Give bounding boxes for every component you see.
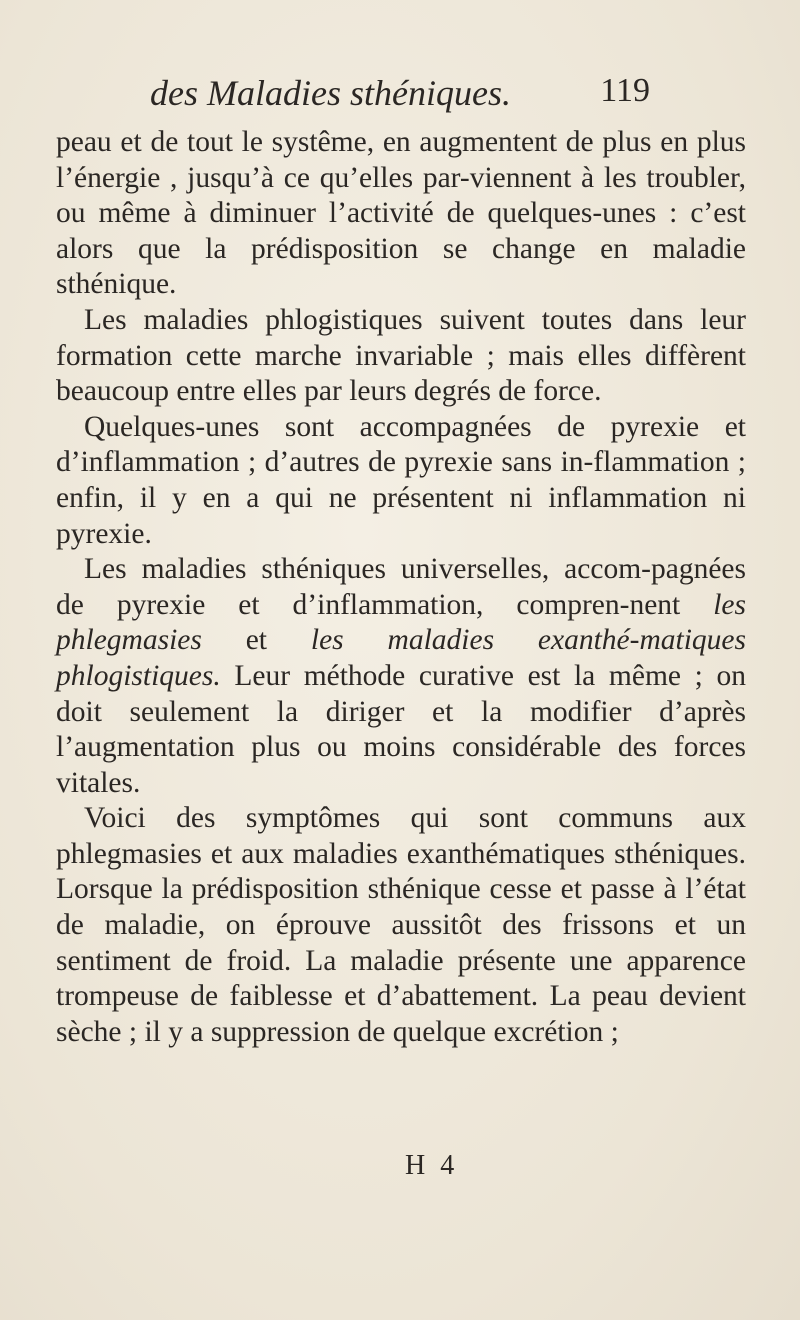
paragraph-4 bbox=[56, 552, 746, 801]
paragraph-1 bbox=[56, 125, 746, 303]
signature-mark: H 4 bbox=[405, 1150, 459, 1181]
paragraph-4-run-5: Leur méthode curative est la même ; on doit seulement la diriger et la modifier d’après l’augmentation plus ou moins considérable des forces vitales. bbox=[56, 659, 746, 799]
paragraph-3 bbox=[56, 410, 746, 552]
paragraph-1-run-1: peau et de tout le systême, en augmentent de plus en plus l’énergie , jusqu’à ce qu’elles par-viennent à les troubler, ou même à diminuer l’activité de quelques-unes : c’est alors que la prédisposition se change en maladie sthénique. bbox=[56, 126, 746, 301]
page-number: 119 bbox=[600, 72, 650, 109]
page-header bbox=[150, 72, 650, 122]
paragraph-3-run-1: Quelques-unes sont accompagnées de pyrexie et d’inflammation ; d’autres de pyrexie sans in-flammation ; enfin, il y en a qui ne présentent ni inflammation ni pyrexie. bbox=[56, 410, 746, 550]
paragraph-4-run-4-italic: les maladies exanthé-matiques phlogistiques. bbox=[56, 624, 746, 692]
paragraph-5-run-1: Voici des symptômes qui sont communs aux phlegmasies et aux maladies exanthématiques sthéniques. Lorsque la prédisposition sthénique cesse et passe à l’état de maladie, on éprouve aussitôt des frissons et un sentiment de froid. La maladie présente une apparence trompeuse de faiblesse et d’abattement. La peau devient sèche ; il y a suppression de quelque excrétion ; bbox=[56, 802, 746, 1048]
paragraph-2-run-1: Les maladies phlogistiques suivent toutes dans leur formation cette marche invariable ; mais elles diffèrent beaucoup entre elles par leurs degrés de force. bbox=[56, 303, 746, 408]
paragraph-5 bbox=[56, 801, 746, 1050]
body-text bbox=[56, 125, 746, 1050]
paragraph-4-run-3: et bbox=[201, 624, 311, 657]
paragraph-4-run-1: Les maladies sthéniques universelles, accom-pagnées de pyrexie et d’inflammation, compren-nent bbox=[56, 553, 746, 621]
paragraph-4-run-2-italic: les phlegmasies bbox=[56, 588, 746, 657]
paragraph-2 bbox=[56, 303, 746, 410]
running-title: des Maladies sthéniques. bbox=[150, 73, 511, 113]
